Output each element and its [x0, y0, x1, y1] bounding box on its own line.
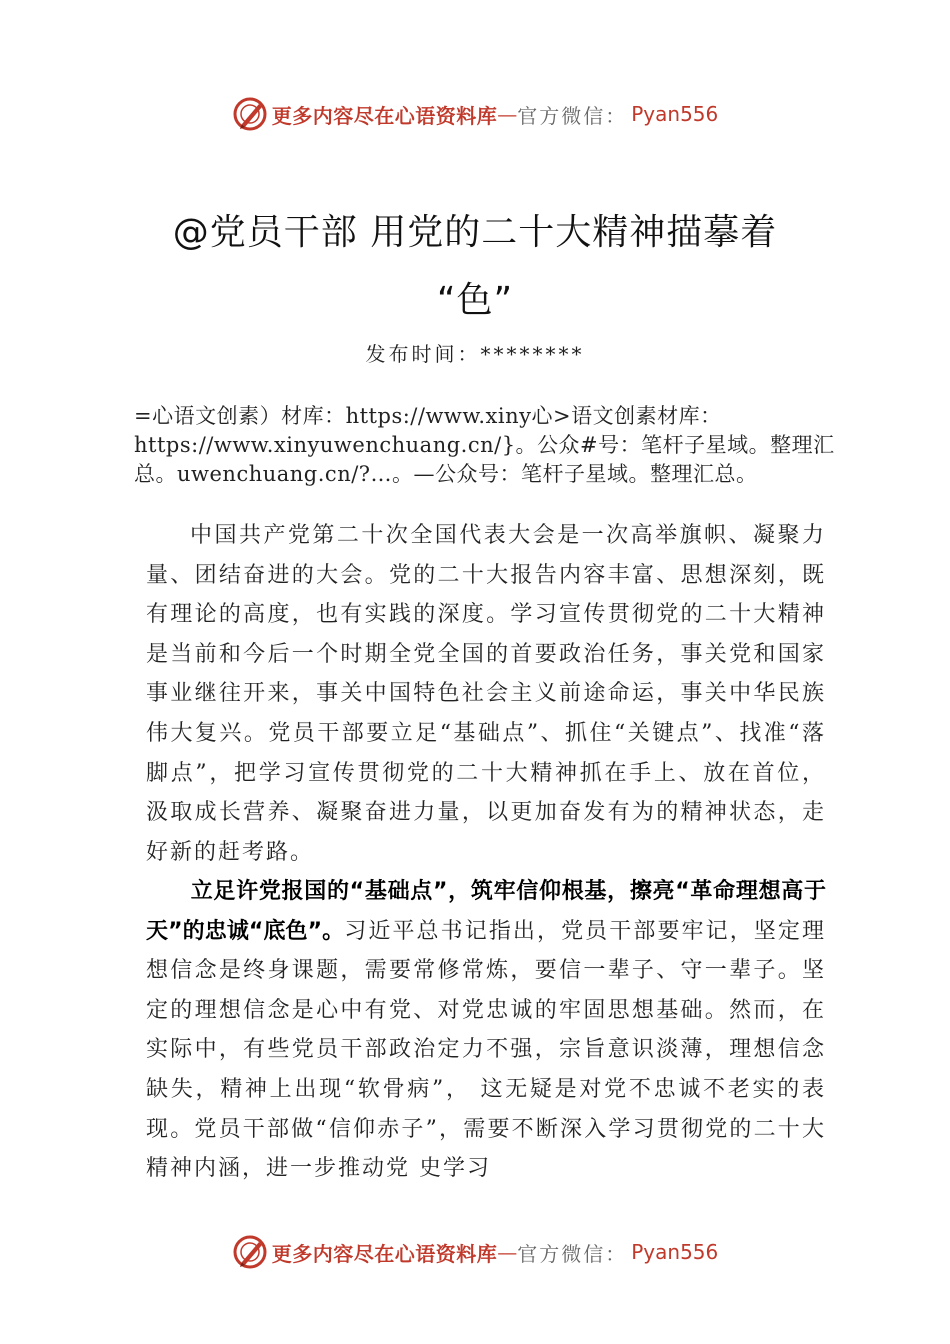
article-title-line-1: @党员干部 用党的二十大精神描摹着: [172, 212, 778, 253]
source-note: =心语文创素）材库：https://www.xiny心>语文创素材库：https://www.xinyuwenchuang.cn/}。公众#号：笔杆子星域。整理汇总。uwenchuang.cn/?…。—公众号：笔杆子星域。整理汇总。: [134, 404, 835, 486]
footer-wechat-id: Pyan556: [631, 1240, 719, 1264]
header-banner: [0, 94, 950, 134]
footer-site-text: 更多内容尽在心语资料库: [271, 1241, 498, 1266]
paragraph-2-lead-heading: 立足许党报国的“基础点”，筑牢信仰根基，擦亮“革命理想高于天”的忠诚“底色”。: [146, 879, 826, 944]
footer-separator: —: [497, 1240, 518, 1264]
footer-banner: [0, 1232, 950, 1272]
banner-site-text: 更多内容尽在心语资料库: [271, 103, 498, 128]
footer-wechat-label: 官方微信：: [517, 1241, 628, 1266]
publish-time: 发布时间：********: [365, 342, 585, 366]
pen-seal-icon: [232, 1234, 268, 1270]
banner-separator: —: [497, 102, 518, 126]
pen-seal-icon: [232, 96, 268, 132]
body-paragraph-1: 中国共产党第二十次全国代表大会是一次高举旗帜、凝聚力量、团结奋进的大会。党的二十大报告内容丰富、思想深刻，既有理论的高度，也有实践的深度。学习宣传贯彻党的二十大精神是当前和今后一个时期全党全国的首要政治任务，事关党和国家事业继往开来，事关中国特色社会主义前途命运，事关中华民族伟大复兴。党员干部要立足“基础点”、抓住“关键点”、找准“落脚点”，把学习宣传贯彻党的二十大精神抓在手上、放在首位，汲取成长营养、凝聚奋进力量，以更加奋发有为的精神状态，走好新的赶考路。: [146, 523, 826, 865]
body-paragraph-2: [146, 872, 826, 1189]
banner-wechat-label: 官方微信：: [517, 103, 628, 128]
article-title-line-2: “色”: [436, 280, 514, 321]
banner-wechat-id: Pyan556: [631, 102, 719, 126]
paragraph-2-body: 习近平总书记指出，党员干部要牢记，坚定理想信念是终身课题，需要常修常炼，要信一辈子、守一辈子。坚定的理想信念是心中有党、对党忠诚的牢固思想基础。然而，在实际中，有些党员干部政治定力不强，宗旨意识淡薄，理想信念缺失，精神上出现“软骨病”， 这无疑是对党不忠诚不老实的表现。党员干部做“信仰赤子”，需要不断深入学习贯彻党的二十大精神内涵，进一步推动党 史学习: [146, 918, 826, 1182]
